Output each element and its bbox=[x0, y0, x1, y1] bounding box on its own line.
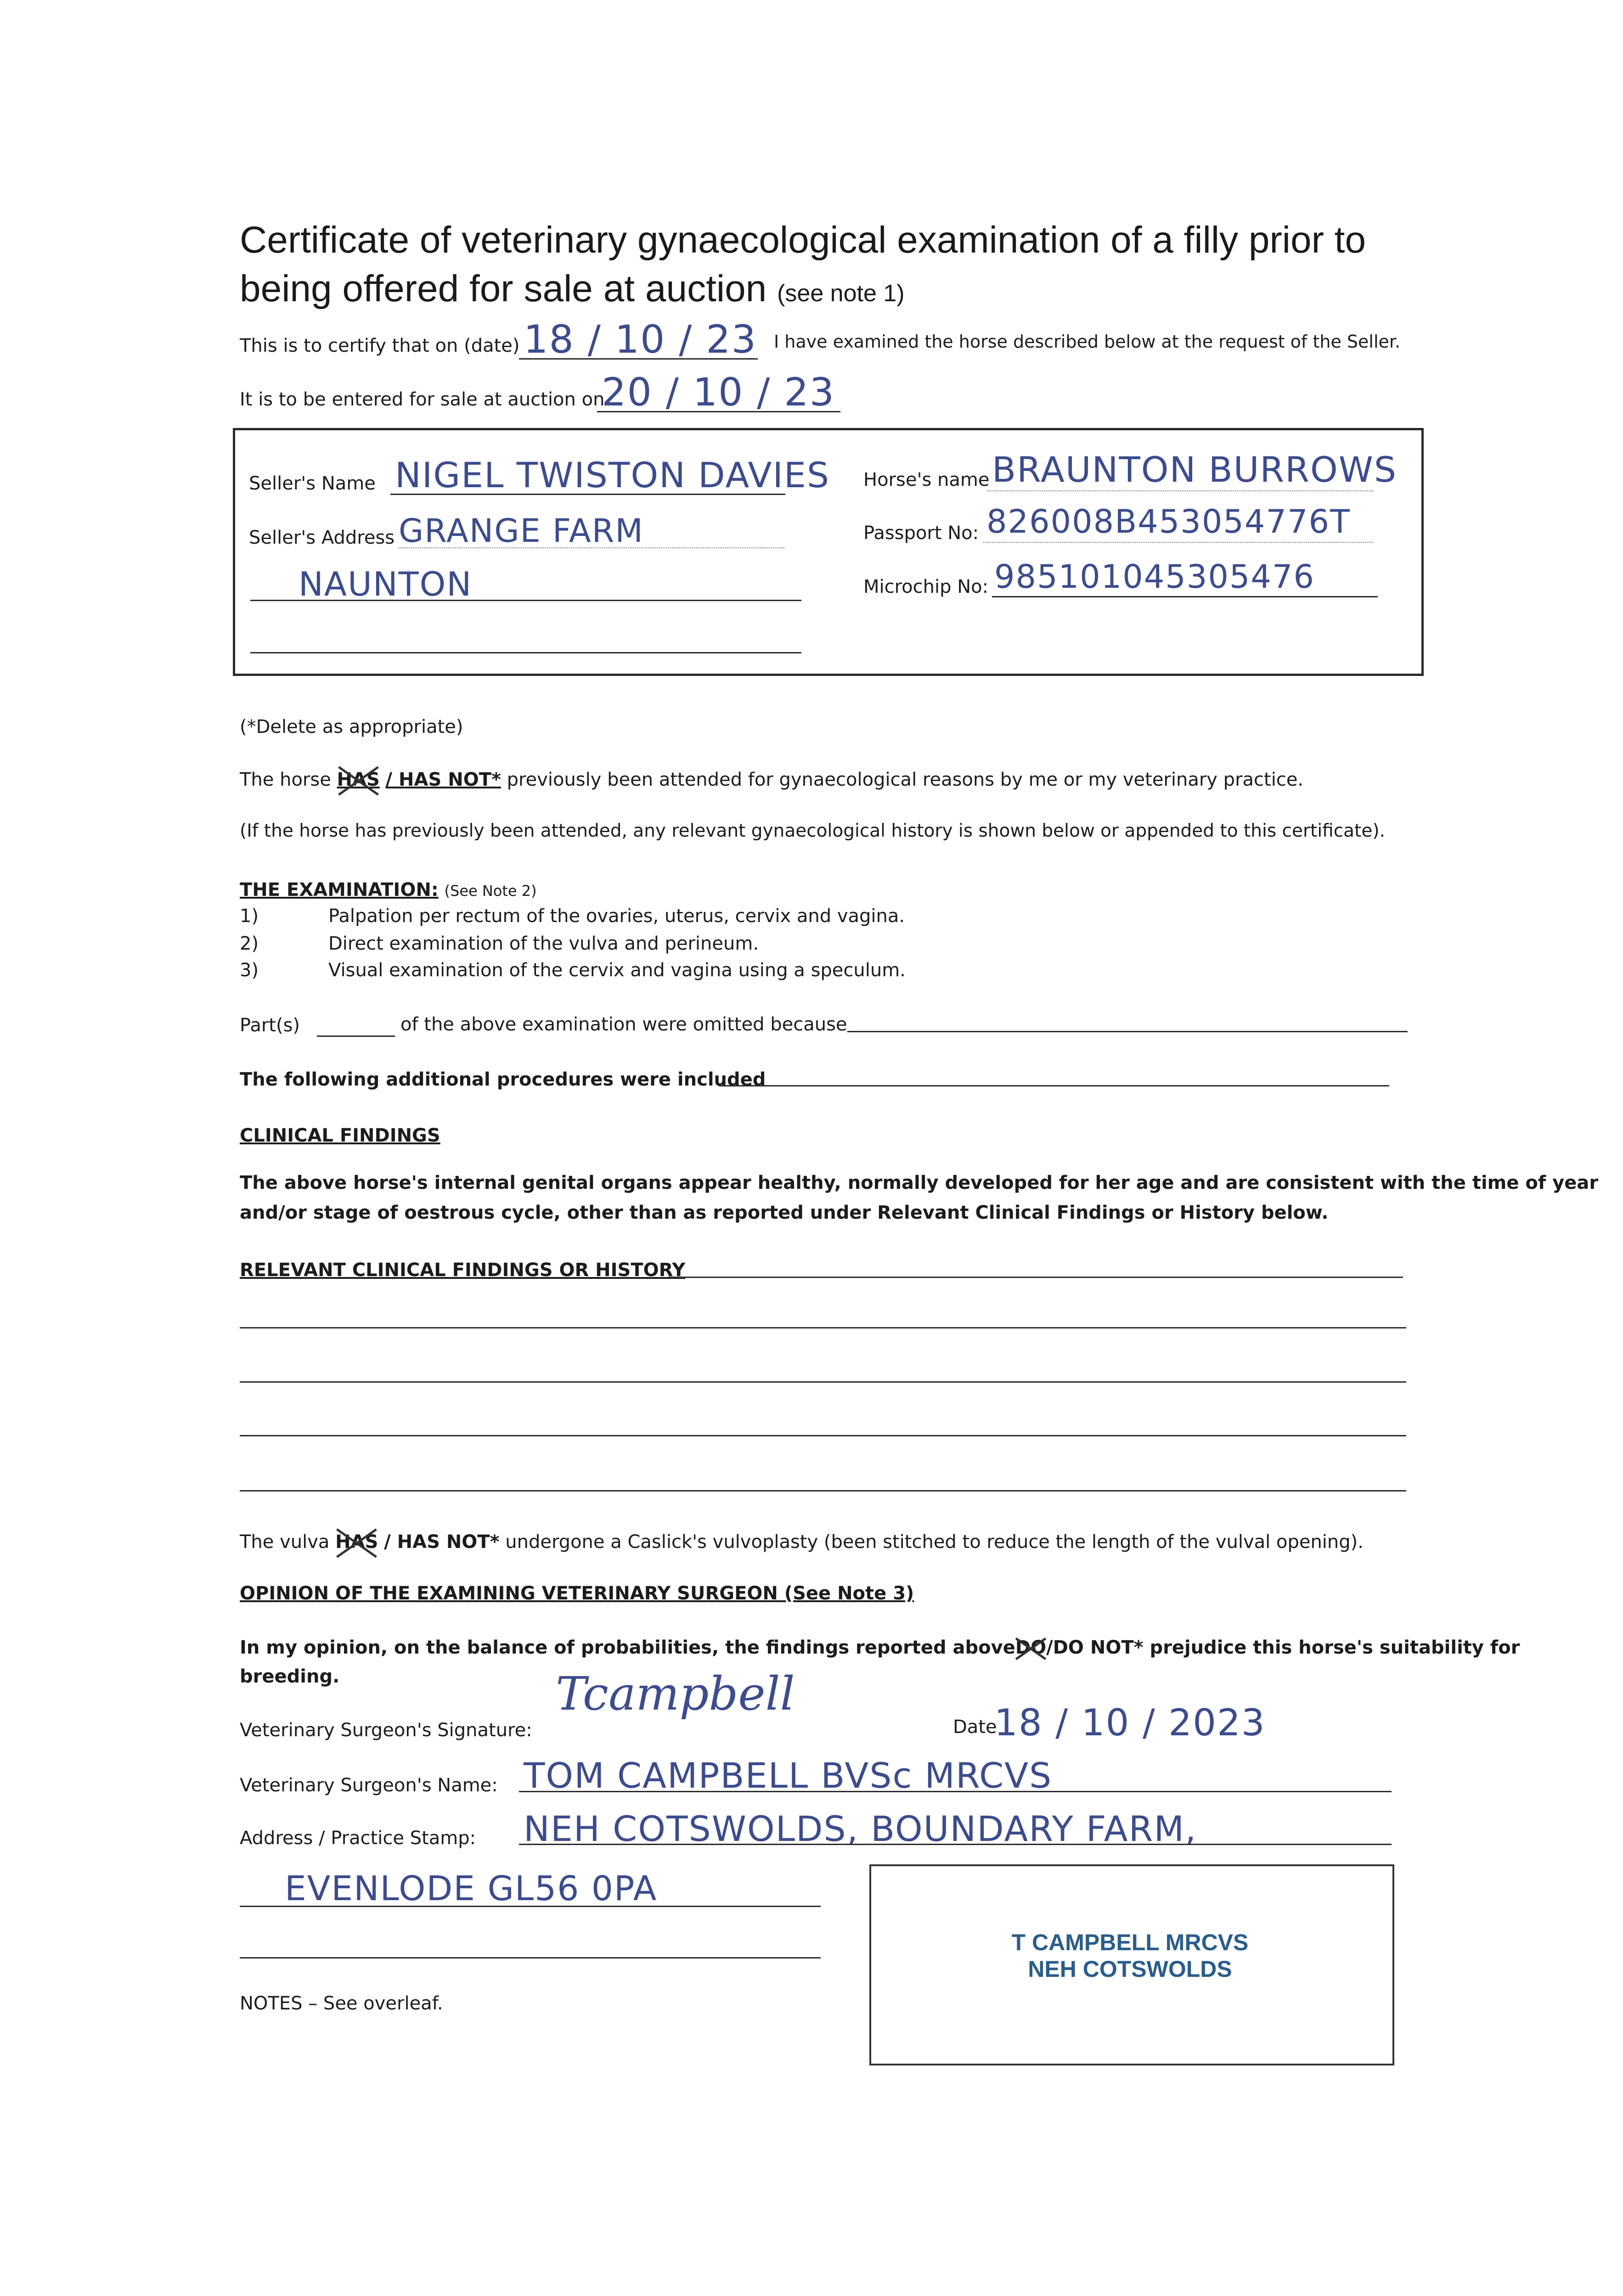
surgeon-name-line bbox=[519, 1791, 1392, 1792]
vulva-prefix: The vulva bbox=[240, 1531, 330, 1553]
vulva-has-struck: HAS bbox=[335, 1531, 378, 1553]
surgeon-address-line-3 bbox=[240, 1957, 821, 1958]
auction-date-line bbox=[597, 411, 840, 412]
opinion-do-struck: DO bbox=[1015, 1637, 1047, 1658]
relevant-line-1 bbox=[668, 1277, 1403, 1278]
relevant-line-3 bbox=[240, 1381, 1406, 1383]
additional-procedures: The following additional procedures were included bbox=[240, 1069, 766, 1090]
seller-name-line bbox=[390, 494, 785, 495]
relevant-line-4 bbox=[240, 1435, 1406, 1436]
seller-address-line-1 bbox=[399, 547, 784, 548]
title-line-2 bbox=[240, 264, 905, 318]
auction-date: 20 / 10 / 23 bbox=[602, 370, 835, 415]
attended-line bbox=[240, 769, 1303, 790]
seller-address-1: GRANGE FARM bbox=[399, 512, 644, 550]
title-note: (see note 1) bbox=[777, 280, 905, 307]
surgeon-name: TOM CAMPBELL BVSc MRCVS bbox=[524, 1755, 1053, 1796]
passport-label: Passport No: bbox=[863, 523, 979, 544]
title-line-1: Certificate of veterinary gynaecological examination of a filly prior to bbox=[240, 219, 1366, 261]
seller-name: NIGEL TWISTON DAVIES bbox=[395, 455, 830, 495]
vulva-has-not: / HAS NOT* bbox=[384, 1531, 500, 1553]
horse-name-label: Horse's name bbox=[863, 469, 990, 490]
surgeon-address-line-2 bbox=[240, 1906, 821, 1907]
exam-item-2-text: Direct examination of the vulva and perineum. bbox=[328, 933, 759, 954]
opinion-line-2: breeding. bbox=[240, 1666, 340, 1687]
attended-has-struck: HAS bbox=[337, 769, 380, 790]
exam-item-2-num: 2) bbox=[240, 933, 259, 954]
exam-date: 18 / 10 / 23 bbox=[524, 317, 757, 362]
surgeon-name-label: Veterinary Surgeon's Name: bbox=[240, 1775, 498, 1796]
clinical-text-2: and/or stage of oestrous cycle, other than as reported under Relevant Clinical Findings or History below. bbox=[240, 1202, 1329, 1223]
microchip-line bbox=[992, 596, 1378, 597]
surgeon-address-1: NEH COTSWOLDS, BOUNDARY FARM, bbox=[524, 1808, 1197, 1849]
passport-line bbox=[983, 542, 1373, 543]
exam-item-3-text: Visual examination of the cervix and vagina using a speculum. bbox=[328, 960, 906, 981]
signature: Tcampbell bbox=[556, 1667, 795, 1721]
history-note: (If the horse has previously been attended, any relevant gynaecological history is shown below or appended to this certificate). bbox=[240, 821, 1385, 841]
certify-prefix: This is to certify that on (date) bbox=[240, 335, 520, 356]
attended-suffix: previously been attended for gynaecological reasons by me or my veterinary practice. bbox=[507, 769, 1304, 790]
opinion-suffix: prejudice this horse's suitability for bbox=[1150, 1637, 1520, 1658]
relevant-heading: RELEVANT CLINICAL FINDINGS OR HISTORY bbox=[240, 1260, 686, 1281]
attended-prefix: The horse bbox=[240, 769, 331, 790]
exam-item-3-num: 3) bbox=[240, 960, 259, 981]
delete-note: (*Delete as appropriate) bbox=[240, 716, 463, 737]
stamp-line-1: T CAMPBELL MRCVS bbox=[1011, 1930, 1249, 1955]
vulva-suffix: undergone a Caslick's vulvoplasty (been stitched to reduce the length of the vulval opening). bbox=[505, 1531, 1364, 1553]
passport-number: 826008B453054776T bbox=[986, 503, 1351, 540]
horse-name: BRAUNTON BURROWS bbox=[992, 449, 1398, 490]
surgeon-address-line-1 bbox=[519, 1844, 1392, 1845]
seller-name-label: Seller's Name bbox=[249, 473, 376, 494]
signature-label: Veterinary Surgeon's Signature: bbox=[240, 1720, 532, 1741]
attended-has-not: / HAS NOT* bbox=[385, 769, 501, 790]
relevant-line-5 bbox=[240, 1490, 1406, 1491]
clinical-heading: CLINICAL FINDINGS bbox=[240, 1125, 440, 1146]
relevant-line-2 bbox=[240, 1327, 1406, 1328]
exam-item-1-num: 1) bbox=[240, 906, 259, 927]
horse-name-line bbox=[987, 490, 1373, 491]
notes: NOTES – See overleaf. bbox=[240, 1993, 443, 2014]
seller-address-label: Seller's Address bbox=[249, 527, 395, 548]
vulva-line bbox=[240, 1531, 1364, 1553]
microchip-label: Microchip No: bbox=[863, 576, 989, 597]
certify-suffix: I have examined the horse described below at the request of the Seller. bbox=[774, 332, 1401, 352]
examination-title: THE EXAMINATION: bbox=[240, 879, 439, 900]
address-label: Address / Practice Stamp: bbox=[240, 1828, 476, 1849]
exam-date-line bbox=[519, 358, 758, 360]
omitted-reason-line bbox=[847, 1031, 1408, 1032]
microchip-number: 985101045305476 bbox=[994, 558, 1315, 596]
title-text: being offered for sale at auction bbox=[240, 268, 767, 310]
seller-address-2: NAUNTON bbox=[299, 565, 473, 603]
seller-address-line-2 bbox=[250, 600, 801, 601]
examination-note: (See Note 2) bbox=[444, 882, 537, 900]
surgeon-address-2: EVENLODE GL56 0PA bbox=[285, 1869, 658, 1908]
date-label: Date bbox=[953, 1716, 997, 1738]
clinical-text-1: The above horse's internal genital organs appear healthy, normally developed for her age and are consistent with the time of year bbox=[240, 1172, 1599, 1193]
exam-item-1-text: Palpation per rectum of the ovaries, uterus, cervix and vagina. bbox=[328, 906, 905, 927]
additional-procedures-line bbox=[719, 1085, 1389, 1086]
stamp-line-2: NEH COTSWOLDS bbox=[1028, 1956, 1232, 1982]
omitted-prefix: Part(s) bbox=[240, 1015, 300, 1036]
opinion-line bbox=[240, 1637, 1520, 1658]
omitted-parts-line bbox=[317, 1035, 395, 1037]
opinion-do-not: /DO NOT* bbox=[1046, 1637, 1144, 1658]
examination-heading bbox=[240, 879, 537, 900]
auction-prefix: It is to be entered for sale at auction on bbox=[240, 389, 605, 410]
surgeon-date: 18 / 10 / 2023 bbox=[994, 1701, 1266, 1744]
omitted-mid: of the above examination were omitted because bbox=[400, 1014, 847, 1035]
seller-address-line-3 bbox=[250, 652, 801, 653]
opinion-prefix: In my opinion, on the balance of probabilities, the findings reported above bbox=[240, 1637, 1015, 1658]
opinion-heading: OPINION OF THE EXAMINING VETERINARY SURGEON (See Note 3) bbox=[240, 1583, 914, 1604]
